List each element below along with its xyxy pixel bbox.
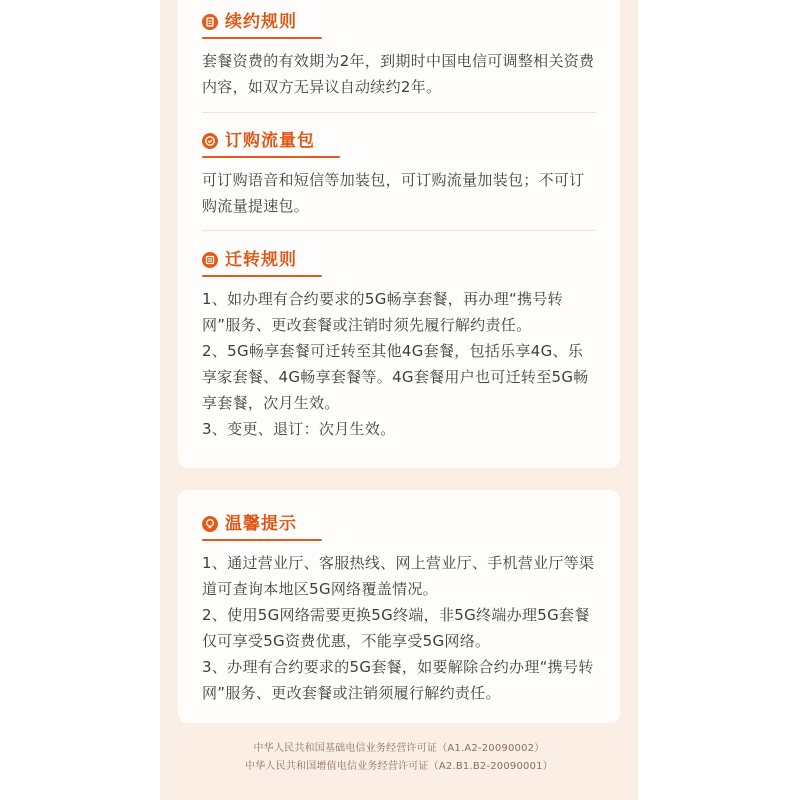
paragraph: 2、使用5G网络需要更换5G终端，非5G终端办理5G套餐仅可享受5G资费优惠，不能享受5G网络。	[202, 606, 590, 650]
section-body	[202, 550, 596, 706]
section-body	[202, 48, 596, 100]
section-body	[202, 286, 596, 442]
paragraph: 3、变更、退订：次月生效。	[202, 420, 396, 438]
section-title: 迁转规则	[225, 250, 297, 270]
section-tips	[202, 512, 596, 706]
tips-card	[178, 490, 620, 723]
paragraph: 套餐资费的有效期为2年，到期时中国电信可调整相关资费内容，如双方无异议自动续约2年。	[202, 52, 595, 96]
section-title: 订购流量包	[225, 131, 315, 151]
section-migration	[202, 248, 596, 442]
paragraph: 1、如办理有合约要求的5G畅享套餐，再办理“携号转网”服务、更改套餐或注销时须先履行解约责任。	[202, 290, 563, 334]
paragraph: 2、5G畅享套餐可迁转至其他4G套餐，包括乐享4G、乐享家套餐、4G畅享套餐等。4G套餐用户也可迁转至5G畅享套餐，次月生效。	[202, 342, 589, 412]
section-subscribe	[202, 129, 596, 219]
paragraph: 1、通过营业厅、客服热线、网上营业厅、手机营业厅等渠道可查询本地区5G网络覆盖情况。	[202, 554, 595, 598]
section-renewal	[202, 10, 596, 100]
divider	[202, 112, 596, 113]
section-header	[202, 512, 596, 540]
title-underline	[202, 37, 322, 39]
title-underline	[202, 539, 322, 541]
section-header	[202, 248, 596, 276]
rules-card	[178, 0, 620, 468]
title-underline	[202, 275, 322, 277]
section-header	[202, 129, 596, 157]
divider	[202, 230, 596, 231]
license-line: 中华人民共和国增值电信业务经营许可证（A2.B1.B2-20090001）	[245, 761, 553, 772]
lightbulb-icon	[202, 516, 218, 532]
switch-icon	[202, 252, 218, 268]
section-title: 续约规则	[225, 12, 297, 32]
document-icon	[202, 14, 218, 30]
title-underline	[202, 156, 340, 158]
section-header	[202, 10, 596, 38]
section-title: 温馨提示	[225, 514, 297, 534]
section-body	[202, 167, 596, 219]
plan-rules-page	[160, 0, 638, 800]
paragraph: 3、办理有合约要求的5G套餐，如要解除合约办理“携号转网”服务、更改套餐或注销须履行解约责任。	[202, 658, 594, 702]
check-circle-icon	[202, 133, 218, 149]
license-footer	[160, 740, 638, 776]
paragraph: 可订购语音和短信等加装包，可订购流量加装包；不可订购流量提速包。	[202, 171, 585, 215]
license-line: 中华人民共和国基础电信业务经营许可证（A1.A2-20090002）	[253, 743, 545, 754]
